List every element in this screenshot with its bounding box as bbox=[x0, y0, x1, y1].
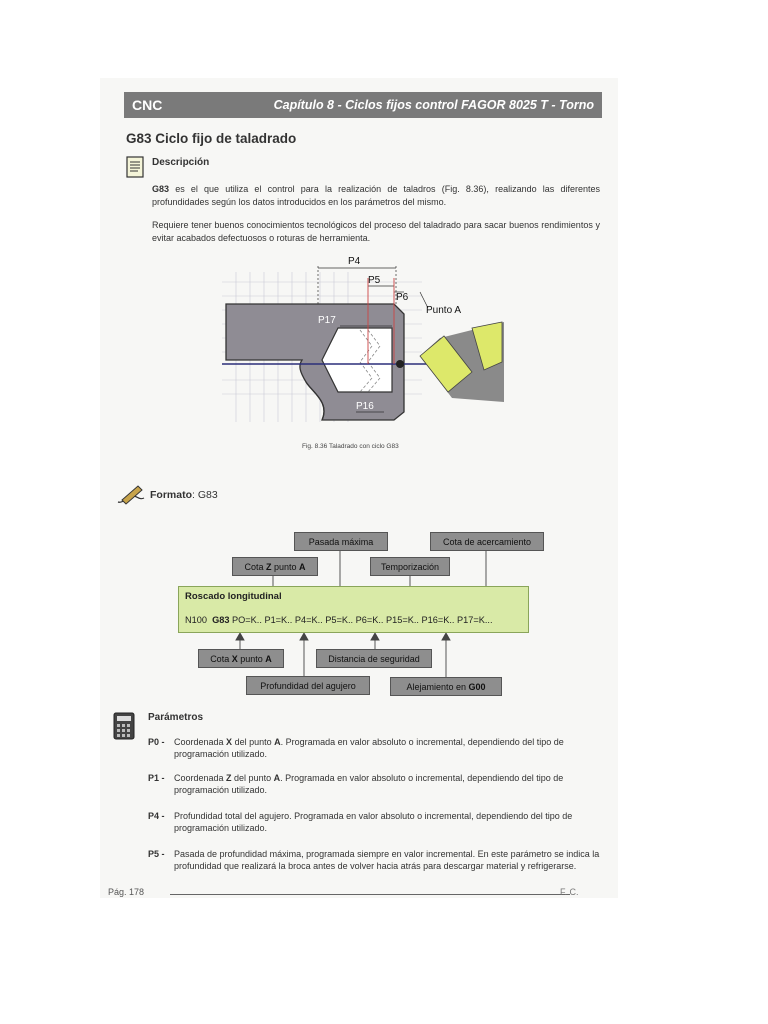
descripcion-label: Descripción bbox=[152, 157, 210, 168]
dim-p4: P4 bbox=[348, 256, 361, 267]
syntax-code-line bbox=[185, 615, 493, 625]
cota-z-letter: Z bbox=[265, 561, 272, 572]
param-point: A bbox=[274, 737, 281, 747]
header-cnc: CNC bbox=[132, 97, 163, 113]
label-cota-z-punto-a bbox=[232, 557, 318, 576]
param-p5 bbox=[148, 849, 600, 885]
code-params: PO=K.. P1=K.. P4=K.. P5=K.. P6=K.. P15=K.. P16=K.. P17=K... bbox=[229, 615, 493, 625]
page-title: G83 Ciclo fijo de taladrado bbox=[126, 131, 297, 146]
param-axis: Z bbox=[226, 773, 232, 783]
drill-bit-icon bbox=[420, 322, 504, 402]
cota-x-mid: punto bbox=[240, 653, 263, 664]
code-g83: G83 bbox=[212, 615, 230, 625]
pencil-icon bbox=[116, 482, 146, 506]
footer-divider bbox=[170, 894, 570, 895]
param-p1 bbox=[148, 773, 600, 797]
dim-p17: P17 bbox=[318, 315, 336, 326]
formato-value: : G83 bbox=[192, 489, 218, 501]
descripcion-text-1: es el que utiliza el control para la realización de taladros (Fig. 8.36), realizando las diferentes profundidades según los datos introducidos en los parámetros del mismo. bbox=[152, 184, 600, 207]
param-text bbox=[174, 737, 600, 760]
cota-z-mid: punto bbox=[274, 561, 297, 572]
alejamiento-g00: G00 bbox=[468, 681, 486, 692]
cota-x-pre: Cota bbox=[210, 653, 230, 664]
g83-code: G83 bbox=[152, 184, 170, 194]
param-text bbox=[174, 773, 600, 796]
code-prefix: N100 bbox=[185, 615, 210, 625]
parametros-label: Parámetros bbox=[148, 712, 204, 723]
param-point: A bbox=[273, 773, 281, 783]
label-distancia-seguridad: Distancia de seguridad bbox=[316, 649, 432, 668]
param-text: Pasada de profundidad máxima, programada siempre en valor incremental. En este parámetro se indica la profundidad que realizará la broca antes de volver hacia atrás para descargar material y refrigerarse. bbox=[174, 849, 600, 871]
param-text-c: del punto bbox=[231, 773, 274, 783]
dim-p5: P5 bbox=[368, 275, 381, 286]
param-key: P1 - bbox=[148, 773, 165, 783]
footer-right: F. C. bbox=[560, 887, 579, 897]
param-text-a: Coordenada bbox=[174, 773, 227, 783]
dim-p6: P6 bbox=[396, 292, 409, 303]
label-alejamiento-g00 bbox=[390, 677, 502, 696]
label-cota-x-punto-a bbox=[198, 649, 284, 668]
cota-x-point: A bbox=[265, 653, 272, 664]
chapter-header bbox=[124, 92, 602, 118]
punto-a-label: Punto A bbox=[426, 305, 462, 316]
alejamiento-pre: Alejamiento en bbox=[406, 681, 466, 692]
dim-p16: P16 bbox=[356, 401, 374, 412]
descripcion-paragraph-2: Requiere tener buenos conocimientos tecnológicos del proceso del taladrado para sacar buenos rendimientos y evitar acabados defectuosos o roturas de herramienta. bbox=[152, 220, 600, 243]
param-text-e: . Programada en valor absoluto o incremental, dependiendo del tipo de programación utilizado. bbox=[174, 737, 564, 759]
drilling-diagram bbox=[222, 252, 504, 432]
param-text-e: . Programada en valor absoluto o incremental, dependiendo del tipo de programación utilizado. bbox=[174, 773, 564, 795]
document-icon bbox=[126, 156, 144, 178]
label-cota-acercamiento: Cota de acercamiento bbox=[430, 532, 544, 551]
label-pasada-maxima: Pasada máxima bbox=[294, 532, 388, 551]
param-text-c: del punto bbox=[232, 737, 275, 747]
figure-caption: Fig. 8.36 Taladrado con ciclo G83 bbox=[302, 443, 399, 450]
param-axis: X bbox=[226, 737, 233, 747]
header-chapter: Capítulo 8 - Ciclos fijos control FAGOR 8025 T - Torno bbox=[273, 98, 594, 112]
label-temporizacion: Temporización bbox=[370, 557, 450, 576]
param-text: Profundidad total del agujero. Programada en valor absoluto o incremental, dependiendo del tipo de programación utilizado. bbox=[174, 811, 573, 833]
param-text-a: Coordenada bbox=[174, 737, 227, 747]
param-p0 bbox=[148, 737, 600, 761]
param-key: P4 - bbox=[148, 811, 165, 821]
param-key: P5 - bbox=[148, 849, 165, 859]
param-key: P0 - bbox=[148, 737, 165, 747]
syntax-title: Roscado longitudinal bbox=[185, 591, 282, 602]
cota-x-letter: X bbox=[231, 653, 238, 664]
descripcion-paragraph-1 bbox=[152, 183, 600, 208]
cota-z-point: A bbox=[299, 561, 306, 572]
cota-z-pre: Cota bbox=[244, 561, 264, 572]
calculator-icon bbox=[113, 712, 135, 740]
formato-label: Formato bbox=[150, 489, 192, 501]
label-profundidad-agujero: Profundidad del agujero bbox=[246, 676, 370, 695]
page-number: Pág. 178 bbox=[108, 887, 145, 897]
formato-line bbox=[150, 489, 218, 501]
g83-syntax-box bbox=[178, 586, 529, 633]
param-p4 bbox=[148, 811, 600, 835]
